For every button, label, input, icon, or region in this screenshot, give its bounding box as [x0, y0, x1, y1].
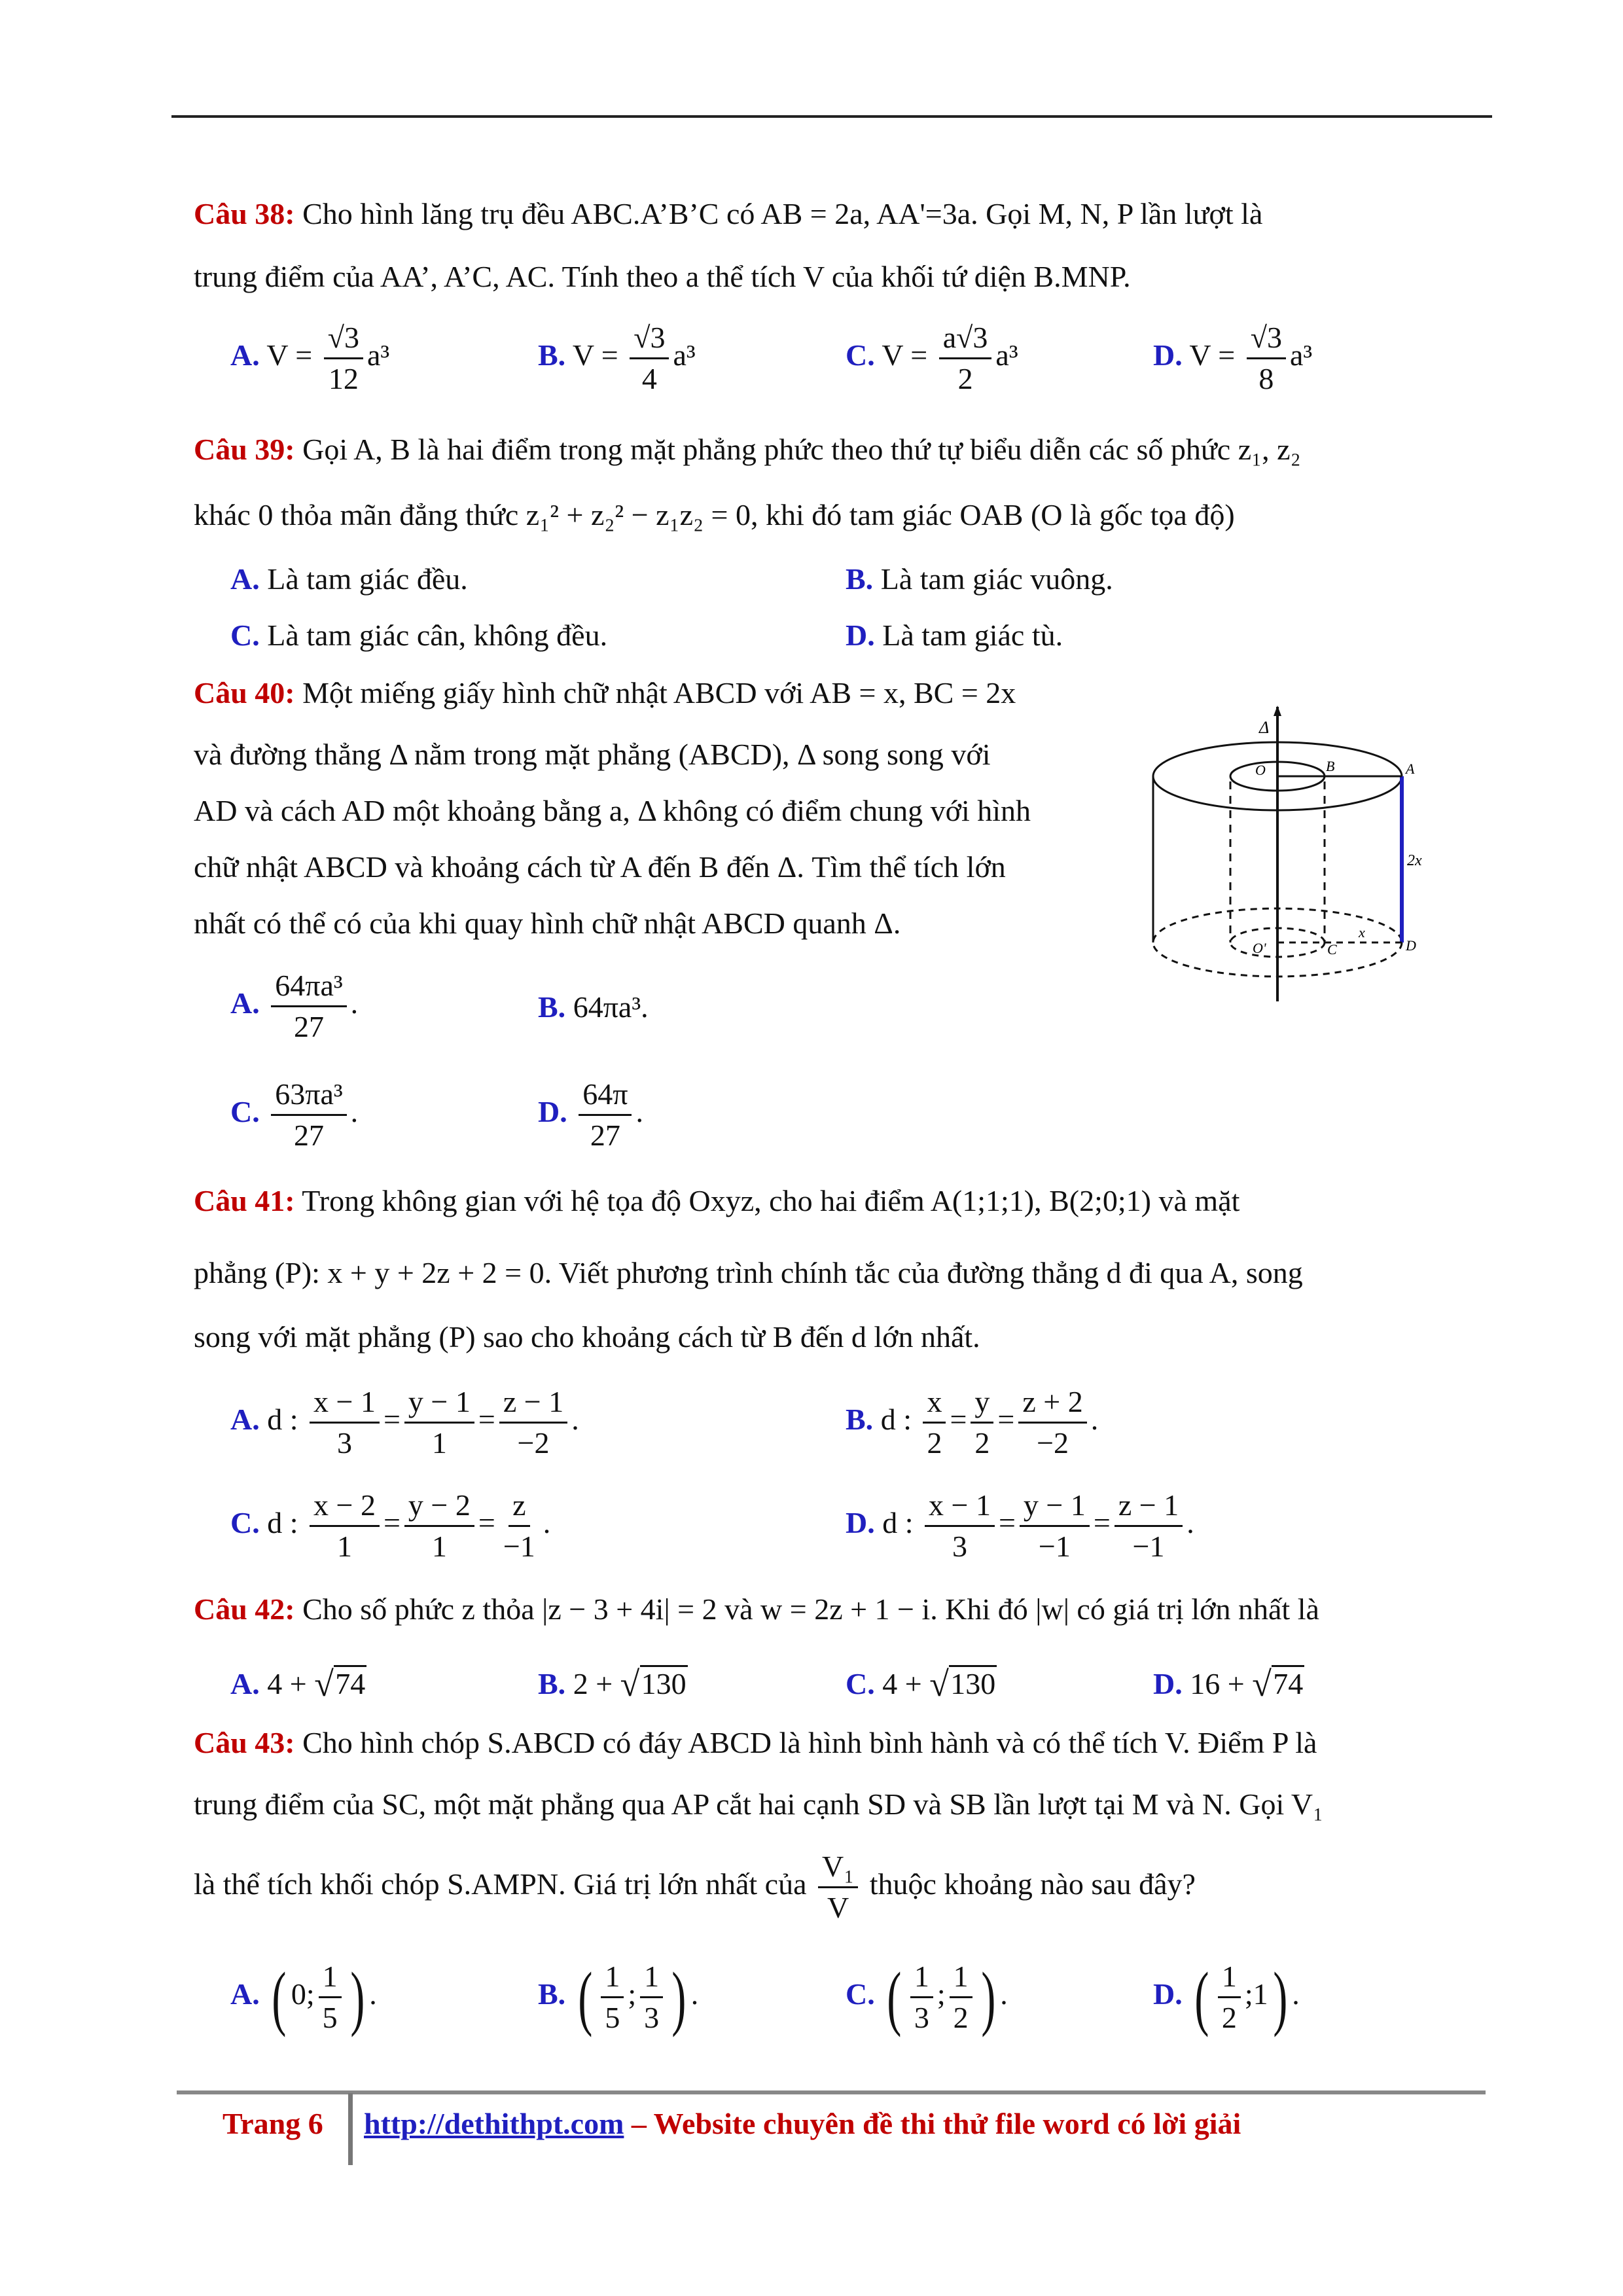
option-suffix: .	[635, 1095, 643, 1129]
footer-link[interactable]: http://dethithpt.com	[364, 2107, 624, 2140]
label-x: x	[1359, 924, 1365, 941]
frac-num: 1	[910, 1960, 933, 1998]
option-suffix: .	[350, 1095, 359, 1129]
footer-page-number: Trang 6	[223, 2107, 323, 2140]
q39-option-a[interactable]	[230, 562, 468, 596]
option-letter: D.	[1153, 338, 1183, 372]
q39-option-b[interactable]	[846, 562, 1113, 596]
option-letter: D.	[846, 619, 875, 652]
option-letter: B.	[846, 562, 874, 596]
frac-num: √3	[630, 321, 669, 359]
label-d: D	[1406, 937, 1416, 954]
option-lead: 16 +	[1190, 1667, 1245, 1700]
q40-line2: và đường thẳng Δ nằm trong mặt phẳng (ABCD), Δ song song với	[194, 738, 991, 771]
frac-den: 1	[431, 1530, 447, 1563]
q43-text3a: là thể tích khối chóp S.AMPN. Giá trị lớn nhất của	[194, 1867, 807, 1901]
q42-text1: Cho số phức z thỏa |z − 3 + 4i| = 2 và w = 2z + 1 − i. Khi đó |w| có giá trị lớn nhất là	[302, 1592, 1319, 1626]
option-letter: A.	[230, 338, 260, 372]
frac-den: V	[827, 1891, 849, 1924]
q38-option-c[interactable]	[846, 321, 1018, 396]
frac-num: √3	[1247, 321, 1286, 359]
frac-num: V₁	[818, 1850, 858, 1888]
option-letter: B.	[538, 1667, 566, 1700]
frac-den: 3	[644, 2001, 660, 2034]
frac-den: 27	[293, 1010, 324, 1043]
option-letter: B.	[538, 1977, 566, 2011]
frac-den: −1	[503, 1530, 535, 1563]
option-letter: C.	[846, 338, 875, 372]
frac-den: 3	[952, 1530, 967, 1563]
frac-den: 12	[328, 362, 359, 395]
frac-den: 2	[953, 2001, 969, 2034]
option-suffix: a³	[673, 338, 696, 372]
interval-sep: ;1	[1244, 1977, 1268, 2011]
option-letter: A.	[230, 1403, 260, 1437]
q40-option-d[interactable]	[538, 1077, 643, 1153]
q41-line1	[194, 1183, 1240, 1218]
frac-num: √3	[324, 321, 363, 359]
paren-right: )	[671, 1957, 687, 2037]
option-letter: A.	[230, 1977, 260, 2011]
q42-line1	[194, 1592, 1319, 1626]
frac-num: x − 2	[310, 1488, 380, 1527]
frac-num: a√3	[939, 321, 992, 359]
option-letter: D.	[1153, 1977, 1183, 2011]
radicand: 74	[1272, 1665, 1304, 1700]
frac-den: −2	[517, 1426, 550, 1460]
option-text: Là tam giác cân, không đều.	[267, 619, 608, 652]
frac-den: 5	[605, 2001, 620, 2034]
frac-num: y − 1	[1020, 1488, 1090, 1527]
q43-option-a[interactable]: A. ( 0; $\frac{1}{5}$ ) .	[230, 1957, 377, 2037]
frac-num: 1	[319, 1960, 342, 1998]
frac-num: x − 1	[310, 1385, 380, 1424]
q40-option-a[interactable]	[230, 969, 358, 1044]
paren-left: (	[578, 1957, 592, 2037]
frac-den: 1	[431, 1426, 447, 1460]
frac-num: 1	[640, 1960, 663, 1998]
q40-line5: nhất có thể có của khi quay hình chữ nhật ABCD quanh Δ.	[194, 906, 901, 940]
q38-option-b[interactable]	[538, 321, 696, 396]
frac-den: 3	[914, 2001, 929, 2034]
option-suffix: .	[350, 986, 359, 1020]
option-text: Là tam giác tù.	[882, 619, 1063, 652]
q40-option-c[interactable]	[230, 1077, 358, 1153]
frac-den: 3	[336, 1426, 352, 1460]
q40-line4: chữ nhật ABCD và khoảng cách từ A đến B đến Δ. Tìm thể tích lớn	[194, 850, 1006, 884]
paren-right: )	[1272, 1957, 1287, 2037]
frac-num: z − 1	[499, 1385, 567, 1424]
frac-num: 1	[950, 1960, 972, 1998]
q43-line3	[194, 1850, 1196, 1925]
option-letter: B.	[846, 1403, 874, 1437]
option-text: 64πa³.	[573, 990, 649, 1024]
paren-right: )	[349, 1957, 365, 2037]
q39-line1	[194, 432, 1301, 467]
paren-left: (	[1194, 1957, 1209, 2037]
frac-den: 27	[590, 1119, 620, 1152]
q39-line2: khác 0 thỏa mãn đẳng thức z₁² + z₂² − z₁z₂ = 0, khi đó tam giác OAB (O là gốc tọa độ)	[194, 498, 1235, 531]
frac-den: 2	[927, 1426, 942, 1460]
q42-option-b[interactable]	[538, 1666, 688, 1701]
label-o-prime: O'	[1253, 940, 1266, 956]
option-text: Là tam giác đều.	[267, 562, 468, 596]
q39-label: Câu 39:	[194, 433, 295, 466]
q43-option-d[interactable]: D. ( $\frac{1}{2}$ ;1) .	[1153, 1957, 1300, 2037]
option-prefix: V =	[266, 338, 313, 372]
frac-den: −1	[1038, 1530, 1071, 1563]
d-prefix: d :	[267, 1506, 298, 1540]
frac-num: y	[971, 1385, 993, 1424]
frac-den: 8	[1258, 362, 1274, 395]
axis-arrow	[1274, 706, 1281, 716]
footer-rule	[177, 2090, 1486, 2094]
q41-line2: phẳng (P): x + y + 2z + 2 = 0. Viết phương trình chính tắc của đường thẳng d đi qua A, song	[194, 1256, 1303, 1289]
q43-option-c[interactable]: C. ( $\frac{1}{3}$ ; $\frac{1}{2}$ ) .	[846, 1957, 1008, 2037]
q38-line1	[194, 196, 1262, 231]
frac-num: z	[508, 1488, 529, 1527]
option-letter: A.	[230, 1667, 260, 1700]
q42-label: Câu 42:	[194, 1592, 295, 1626]
frac-num: z + 2	[1018, 1385, 1086, 1424]
frac-den: 2	[957, 362, 973, 395]
footer-text	[364, 2106, 1241, 2141]
label-a: A	[1406, 761, 1415, 777]
option-prefix: V =	[882, 338, 928, 372]
option-letter: C.	[846, 1667, 875, 1700]
d-prefix: d :	[882, 1506, 914, 1540]
top-rule	[171, 115, 1492, 118]
option-letter: C.	[230, 1506, 260, 1540]
label-delta: Δ	[1259, 718, 1270, 737]
footer-separator	[348, 2093, 353, 2165]
option-lead: 2 +	[573, 1667, 613, 1700]
option-letter: C.	[846, 1977, 875, 2011]
option-letter: A.	[230, 986, 260, 1020]
interval-sep: ;	[628, 1977, 637, 2011]
frac-den: −1	[1132, 1530, 1165, 1563]
frac-num: x − 1	[925, 1488, 995, 1527]
option-prefix: V =	[1189, 338, 1236, 372]
interval-text: 0;	[291, 1977, 315, 2011]
option-letter: A.	[230, 562, 260, 596]
q41-option-b[interactable]: B. d : $\frac{x}{2}$ = $\frac{y}{2}$ = $\frac{z + 2}{-2}$ .	[846, 1385, 1099, 1460]
frac-den: −2	[1037, 1426, 1069, 1460]
option-prefix: V =	[572, 338, 618, 372]
option-letter: D.	[1153, 1667, 1183, 1700]
option-letter: B.	[538, 338, 566, 372]
radicand: 130	[949, 1665, 997, 1700]
q41-option-c[interactable]: C. d : $\frac{x - 2}{1}$ = $\frac{y - 2}{1}$ = $\frac{z}{-1}$ .	[230, 1488, 551, 1563]
option-suffix: a³	[995, 338, 1018, 372]
q39-option-d[interactable]	[846, 618, 1063, 653]
frac-num: z − 1	[1115, 1488, 1183, 1527]
q38-line2: trung điểm của AA’, A’C, AC. Tính theo a thể tích V của khối tứ diện B.MNP.	[194, 260, 1131, 293]
q40-text: Một miếng giấy hình chữ nhật ABCD với AB = x, BC = 2x	[302, 676, 1016, 709]
frac-den: 4	[641, 362, 657, 395]
q40-line1	[194, 675, 1016, 710]
q38-text1: Cho hình lăng trụ đều ABC.A’B’C có AB = 2a, AA'=3a. Gọi M, N, P lần lượt là	[302, 197, 1263, 230]
footer-tagline: – Website chuyên đề thi thử file word có lời giải	[631, 2107, 1241, 2140]
q38-label: Câu 38:	[194, 197, 295, 230]
option-letter: C.	[230, 1095, 260, 1129]
frac-den: 27	[293, 1119, 324, 1152]
label-b: B	[1326, 758, 1335, 774]
frac-den: 1	[336, 1530, 352, 1563]
q43-text3b: thuộc khoảng nào sau đây?	[869, 1867, 1196, 1901]
label-o: O	[1255, 762, 1266, 778]
option-letter: B.	[538, 990, 566, 1024]
frac-num: 1	[601, 1960, 624, 1998]
q40-label: Câu 40:	[194, 676, 295, 709]
q40-line3: AD và cách AD một khoảng bằng a, Δ không có điểm chung với hình	[194, 794, 1031, 827]
q42-option-a[interactable]	[230, 1666, 366, 1701]
frac-num: 64πa³	[271, 969, 346, 1007]
q41-line3: song với mặt phẳng (P) sao cho khoảng cách từ B đến d lớn nhất.	[194, 1320, 980, 1354]
radicand: 74	[334, 1665, 366, 1700]
paren-left: (	[887, 1957, 902, 2037]
q43-option-b[interactable]: B. ( $\frac{1}{5}$ ; $\frac{1}{3}$ ) .	[538, 1957, 699, 2037]
frac-num: 63πa³	[271, 1077, 346, 1116]
q43-line1	[194, 1725, 1317, 1760]
interval-sep: ;	[936, 1977, 946, 2011]
label-2x: 2x	[1407, 852, 1422, 869]
q39-option-c[interactable]	[230, 618, 607, 653]
q42-option-c[interactable]	[846, 1666, 997, 1701]
q43-line2: trung điểm của SC, một mặt phẳng qua AP cắt hai cạnh SD và SB lần lượt tại M và N. Gọi V₁	[194, 1787, 1324, 1821]
q40-option-b[interactable]	[538, 990, 649, 1024]
frac-num: 1	[1218, 1960, 1241, 1998]
option-suffix: a³	[1290, 338, 1313, 372]
d-prefix: d :	[880, 1403, 912, 1437]
label-c: C	[1327, 941, 1337, 958]
paren-right: )	[980, 1957, 995, 2037]
radicand: 130	[640, 1665, 688, 1700]
q39-text1: Gọi A, B là hai điểm trong mặt phẳng phức theo thứ tự biểu diễn các số phức z₁, z₂	[302, 433, 1301, 466]
frac-num: x	[923, 1385, 946, 1424]
q41-option-d[interactable]: D. d : $\frac{x - 1}{3}$ = $\frac{y - 1}{-1}$ = $\frac{z - 1}{-1}$ .	[846, 1488, 1194, 1563]
paren-left: (	[272, 1957, 287, 2037]
option-letter: D.	[846, 1506, 875, 1540]
q41-label: Câu 41:	[194, 1184, 295, 1217]
option-suffix: a³	[367, 338, 390, 372]
q43-label: Câu 43:	[194, 1726, 295, 1759]
q38-option-d[interactable]	[1153, 321, 1312, 396]
option-text: Là tam giác vuông.	[880, 562, 1113, 596]
option-letter: D.	[538, 1095, 567, 1129]
frac-num: y − 1	[404, 1385, 474, 1424]
option-lead: 4 +	[267, 1667, 307, 1700]
cylinder-figure	[1139, 694, 1453, 1008]
q43-text1: Cho hình chóp S.ABCD có đáy ABCD là hình bình hành và có thể tích V. Điểm P là	[302, 1726, 1317, 1759]
option-letter: C.	[230, 619, 260, 652]
frac-num: y − 2	[404, 1488, 474, 1527]
frac-num: 64π	[579, 1077, 632, 1116]
frac-den: 2	[974, 1426, 990, 1460]
q42-option-d[interactable]	[1153, 1666, 1304, 1701]
d-prefix: d :	[267, 1403, 298, 1437]
option-lead: 4 +	[882, 1667, 922, 1700]
q41-text1: Trong không gian với hệ tọa độ Oxyz, cho hai điểm A(1;1;1), B(2;0;1) và mặt	[302, 1184, 1240, 1217]
q38-option-a[interactable]	[230, 321, 389, 396]
frac-den: 2	[1221, 2001, 1237, 2034]
frac-den: 5	[322, 2001, 338, 2034]
q41-option-a[interactable]: A. d : $\frac{x - 1}{3}$ = $\frac{y - 1}{1}$ = $\frac{z - 1}{-2}$ .	[230, 1385, 579, 1460]
